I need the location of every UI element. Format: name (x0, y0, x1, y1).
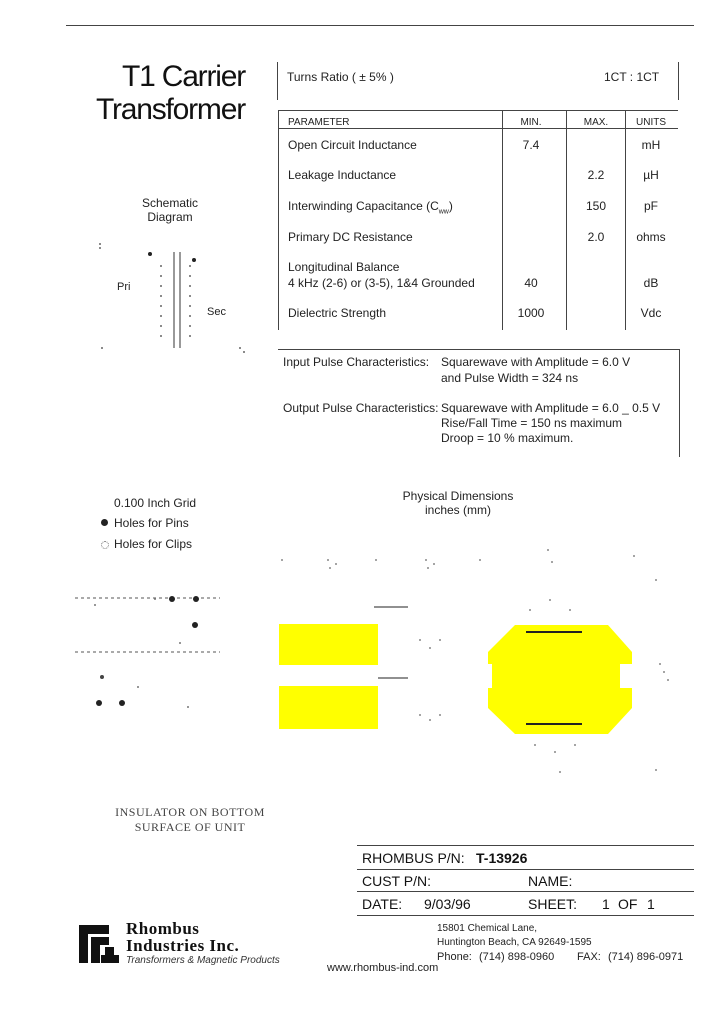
insulator-note-line-2: SURFACE OF UNIT (134, 820, 246, 834)
fax-label: FAX: (577, 951, 601, 963)
rhombus-pn-value: T-13926 (476, 850, 528, 866)
clip-hole-icon (101, 541, 109, 549)
input-pulse-line-2: and Pulse Width = 324 ns (441, 371, 579, 385)
top-rule (66, 25, 694, 26)
sec-label: Sec (207, 306, 226, 318)
company-address-line-2: Huntington Beach, CA 92649-1595 (437, 937, 592, 948)
sheet-number: 1 (602, 896, 610, 912)
row-units: mH (641, 138, 661, 152)
schematic-title-line-1: Schematic (141, 196, 199, 210)
row-min: 1000 (517, 306, 545, 320)
title-line-2: Transformer (95, 93, 245, 126)
row-param-end: ) (448, 199, 453, 213)
pulse-right-rule (679, 349, 680, 457)
cust-pn-label: CUST P/N: (362, 873, 431, 889)
output-pulse-line-3: Droop = 10 % maximum. (441, 431, 574, 445)
input-pulse-line-1: Squarewave with Amplitude = 6.0 V (441, 355, 631, 369)
pulse-top-rule (278, 349, 680, 350)
row-max: 2.0 (587, 230, 605, 244)
name-label: NAME: (528, 873, 573, 889)
title-block-rule-4 (357, 915, 694, 916)
header-max: MAX. (583, 117, 609, 128)
phone-value: (714) 898-0960 (479, 951, 555, 963)
turns-ratio-left-rule (277, 62, 278, 100)
header-min: MIN. (520, 117, 542, 128)
row-units: pF (643, 199, 658, 213)
output-pulse-line-1: Squarewave with Amplitude = 6.0 _ 0.5 V (441, 401, 661, 415)
title-block-rule-1 (357, 845, 694, 846)
row-units: Vdc (640, 306, 662, 320)
schematic-diagram (90, 236, 260, 360)
table-left-rule (278, 110, 279, 330)
date-value: 9/03/96 (424, 896, 471, 912)
pcb-grid-drawing (70, 585, 230, 715)
pri-label: Pri (117, 281, 131, 293)
output-pulse-line-2: Rise/Fall Time = 150 ns maximum (441, 416, 623, 430)
company-tagline: Transformers & Magnetic Products (126, 955, 280, 966)
insulator-note (90, 805, 290, 835)
output-pulse-label: Output Pulse Characteristics: (283, 401, 439, 415)
page-title (25, 60, 245, 126)
dimensions-title-line-2: inches (mm) (424, 503, 491, 517)
header-units: UNITS (636, 117, 666, 128)
table-header-rule (278, 128, 678, 129)
sheet-label: SHEET: (528, 896, 578, 912)
pin-hole-label: Holes for Pins (114, 516, 189, 530)
grid-legend-title: 0.100 Inch Grid (114, 496, 197, 510)
row-param (288, 199, 453, 215)
turns-ratio-right-rule (678, 62, 679, 100)
sheet-of: OF (618, 896, 638, 912)
turns-ratio-label: Turns Ratio ( ± 5% ) (287, 70, 394, 84)
rhombus-pn-label: RHOMBUS P/N: (362, 850, 465, 866)
company-name-line-1: Rhombus (126, 919, 200, 938)
row-min: 40 (524, 276, 538, 290)
table-divider-min (502, 110, 503, 330)
pin-hole-icon (101, 519, 108, 526)
row-min: 7.4 (522, 138, 540, 152)
date-label: DATE: (362, 896, 403, 912)
row-param-main: Interwinding Capacitance (C (288, 199, 439, 213)
turns-ratio-value: 1CT : 1CT (604, 70, 660, 84)
clip-hole-label: Holes for Clips (114, 537, 193, 551)
row-param: Leakage Inductance (288, 168, 397, 182)
fax-value: (714) 896-0971 (608, 951, 684, 963)
table-divider-units (625, 110, 626, 330)
insulator-note-line-1: INSULATOR ON BOTTOM (115, 805, 265, 819)
row-max: 150 (585, 199, 607, 213)
row-units: µH (643, 168, 659, 182)
table-divider-max (566, 110, 567, 330)
dimensions-title-line-1: Physical Dimensions (402, 489, 514, 503)
rhombus-logo-icon (77, 921, 123, 967)
table-top-rule (278, 110, 678, 111)
header-parameter: PARAMETER (288, 117, 350, 128)
company-name-line-2: Industries Inc. (126, 936, 240, 955)
row-param-sub: ww (438, 208, 449, 216)
phone-label: Phone: (437, 951, 472, 963)
schematic-title (120, 196, 220, 224)
row-param-line-2: 4 kHz (2-6) or (3-5), 1&4 Grounded (288, 276, 475, 290)
row-max: 2.2 (587, 168, 605, 182)
row-param: Longitudinal Balance (288, 260, 400, 274)
row-units: dB (643, 276, 659, 290)
title-block-rule-2 (357, 869, 694, 870)
row-units: ohms (636, 230, 666, 244)
input-pulse-label: Input Pulse Characteristics: (283, 355, 430, 369)
dimension-drawing (270, 540, 690, 785)
schematic-title-line-2: Diagram (147, 210, 193, 224)
title-block-rule-3 (357, 891, 694, 892)
company-website[interactable]: www.rhombus-ind.com (327, 962, 439, 974)
row-param: Dielectric Strength (288, 306, 387, 320)
title-line-1: T1 Carrier (121, 60, 245, 93)
company-address-line-1: 15801 Chemical Lane, (437, 923, 538, 934)
dimensions-title (378, 489, 538, 517)
sheet-total: 1 (647, 896, 655, 912)
row-param: Primary DC Resistance (288, 230, 413, 244)
row-param: Open Circuit Inductance (288, 138, 417, 152)
